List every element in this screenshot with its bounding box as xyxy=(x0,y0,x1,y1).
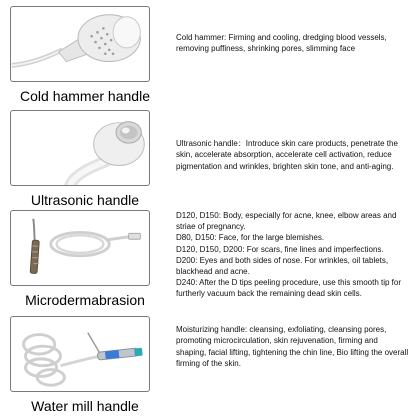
water-mill-icon xyxy=(11,317,149,391)
ultrasonic-handle-image xyxy=(10,110,150,186)
microdermabrasion-handle-image xyxy=(10,210,150,286)
section-title: Water mill handle xyxy=(31,398,139,414)
description-line: D120, D150, D200: For scars, fine lines and imperfections. xyxy=(176,244,384,254)
description-line: D120, D150: Body, especially for acne, knee, elbow areas and striae of pregnancy. xyxy=(176,211,397,232)
description-line: D80, D150: Face, for the large blemishes. xyxy=(176,233,325,243)
description-line: D200: Eyes and both sides of nose. For wrinkles, oil tablets, blackhead and acne. xyxy=(176,255,389,277)
section-description xyxy=(176,138,410,172)
description-text: Moisturizing handle: cleansing, exfoliating, cleansing pores, promoting microcirculation, skin rejuvenation, firming and shaping, facial lifting, tightening the chin line, Bio lifting the overall firming of the skin. xyxy=(176,325,409,369)
section-title: Microdermabrasion xyxy=(25,292,145,308)
section-description xyxy=(176,210,410,300)
water-mill-handle-image xyxy=(10,316,150,392)
description-text: Cold hammer: Firming and cooling, dredging blood vessels, removing puffiness, shrinking pores, slimming face xyxy=(176,33,387,54)
ultrasonic-icon xyxy=(11,111,149,185)
section-title: Cold hammer handle xyxy=(20,88,150,104)
cold-hammer-handle-image xyxy=(10,6,150,82)
description-text: Ultrasonic handle：Introduce skin care products, penetrate the skin, accelerate absorption, accelerate cell activation, reduce pigmentation and wrinkles, brighten skin tone, and anti-aging. xyxy=(176,139,398,171)
microdermabrasion-icon xyxy=(11,211,149,285)
section-description xyxy=(176,324,410,370)
description-line: D240: After the D tips peeling procedure, use this smooth tip for furtherly vacuum back the remaining dead skin cells. xyxy=(176,278,402,299)
section-title: Ultrasonic handle xyxy=(30,192,140,208)
cold-hammer-icon xyxy=(11,7,149,81)
section-description xyxy=(176,32,410,55)
